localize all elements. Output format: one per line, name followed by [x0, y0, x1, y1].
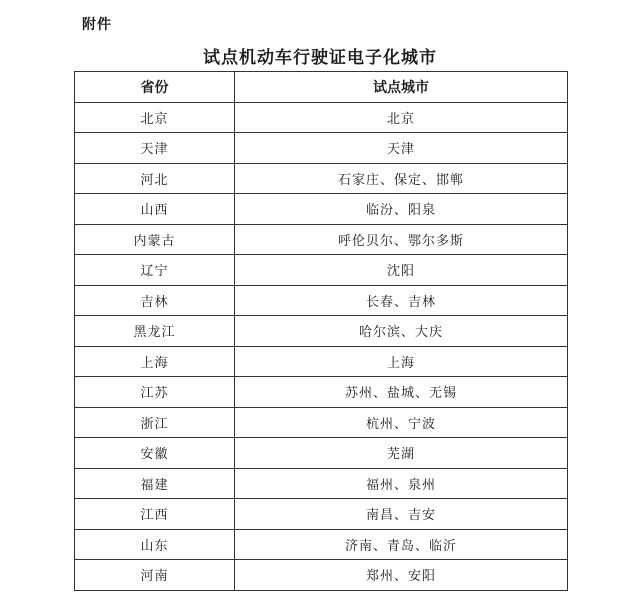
province-cell: 内蒙古 — [75, 224, 235, 255]
cities-cell: 哈尔滨、大庆 — [235, 316, 568, 347]
province-cell: 辽宁 — [75, 255, 235, 286]
province-cell: 天津 — [75, 133, 235, 164]
cities-cell: 福州、泉州 — [235, 468, 568, 499]
table-row — [75, 499, 568, 530]
table-row — [75, 438, 568, 469]
province-cell: 安徽 — [75, 438, 235, 469]
header-province: 省份 — [75, 72, 235, 103]
province-cell: 河南 — [75, 560, 235, 591]
pilot-cities-table — [74, 71, 568, 591]
province-cell: 山西 — [75, 194, 235, 225]
cities-cell: 临汾、阳泉 — [235, 194, 568, 225]
table-row — [75, 377, 568, 408]
cities-cell: 南昌、吉安 — [235, 499, 568, 530]
cities-cell: 呼伦贝尔、鄂尔多斯 — [235, 224, 568, 255]
table-row — [75, 468, 568, 499]
table-row — [75, 224, 568, 255]
cities-cell: 长春、吉林 — [235, 285, 568, 316]
table-row — [75, 194, 568, 225]
cities-cell: 石家庄、保定、邯郸 — [235, 163, 568, 194]
attachment-label: 附件 — [82, 17, 112, 33]
table-header-row — [75, 72, 568, 103]
cities-cell: 上海 — [235, 346, 568, 377]
table-row — [75, 163, 568, 194]
cities-cell: 杭州、宁波 — [235, 407, 568, 438]
table-row — [75, 133, 568, 164]
province-cell: 吉林 — [75, 285, 235, 316]
province-cell: 浙江 — [75, 407, 235, 438]
province-cell: 江西 — [75, 499, 235, 530]
province-cell: 上海 — [75, 346, 235, 377]
province-cell: 山东 — [75, 529, 235, 560]
province-cell: 河北 — [75, 163, 235, 194]
table-row — [75, 407, 568, 438]
cities-cell: 郑州、安阳 — [235, 560, 568, 591]
province-cell: 北京 — [75, 102, 235, 133]
table-row — [75, 285, 568, 316]
cities-cell: 苏州、盐城、无锡 — [235, 377, 568, 408]
province-cell: 江苏 — [75, 377, 235, 408]
table-row — [75, 529, 568, 560]
province-cell: 黑龙江 — [75, 316, 235, 347]
table-row — [75, 560, 568, 591]
header-pilot-cities: 试点城市 — [235, 72, 568, 103]
cities-cell: 济南、青岛、临沂 — [235, 529, 568, 560]
document-title: 试点机动车行驶证电子化城市 — [203, 48, 437, 68]
table-row — [75, 346, 568, 377]
province-cell: 福建 — [75, 468, 235, 499]
table-body — [75, 102, 568, 590]
table-row — [75, 316, 568, 347]
cities-cell: 天津 — [235, 133, 568, 164]
cities-cell: 芜湖 — [235, 438, 568, 469]
cities-cell: 沈阳 — [235, 255, 568, 286]
cities-cell: 北京 — [235, 102, 568, 133]
table-row — [75, 102, 568, 133]
table-row — [75, 255, 568, 286]
